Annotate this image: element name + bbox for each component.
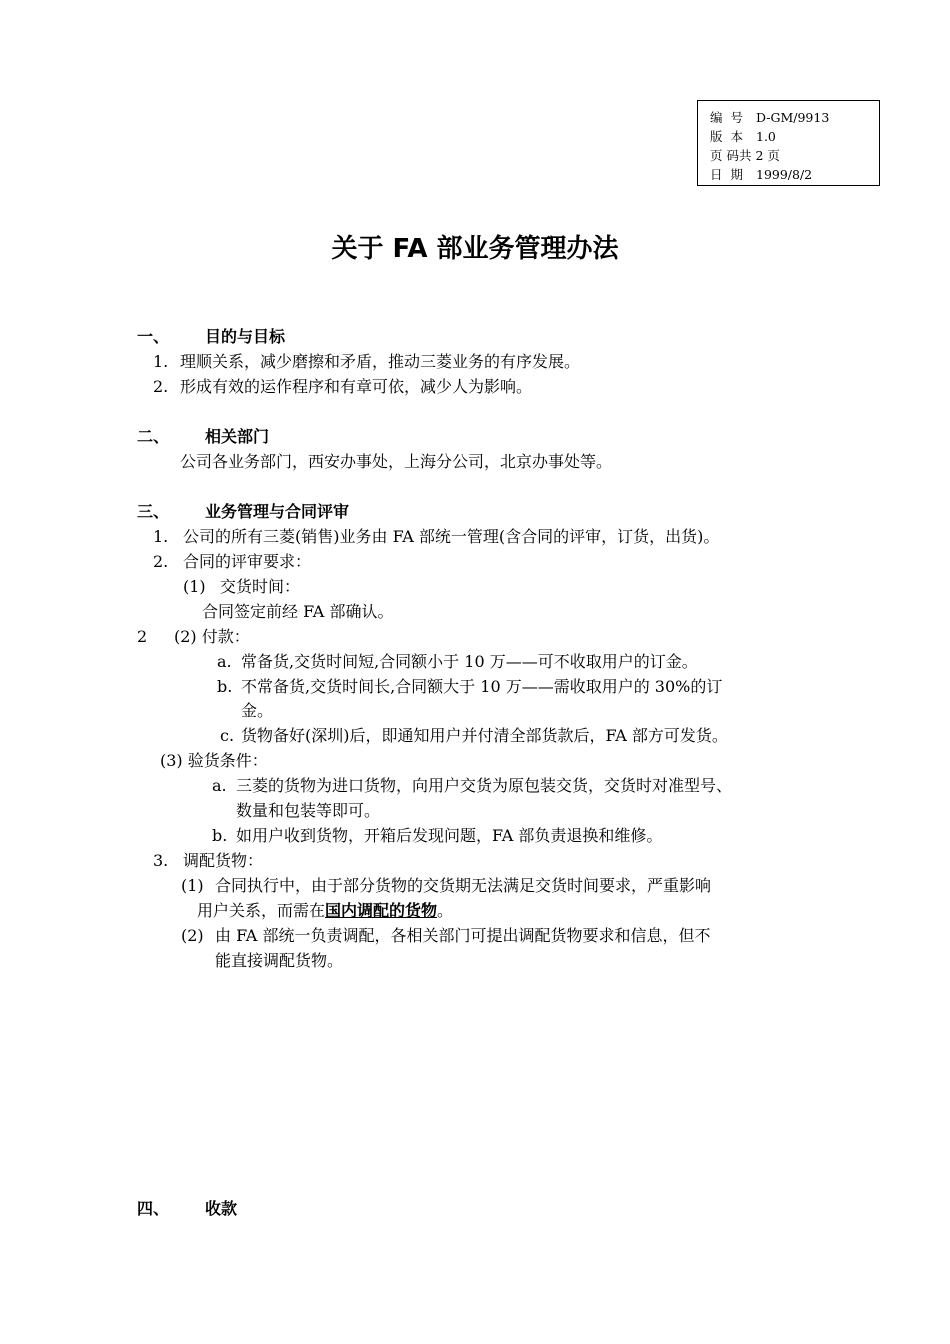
allocation-1-text-post: 。	[437, 901, 454, 920]
doc-pages-text: 页 码共 2 页	[710, 148, 780, 163]
doc-version-row	[710, 127, 879, 146]
section-3-item-2: 合同的评审要求：	[183, 552, 312, 571]
section-3-item-1-number: 1.	[153, 527, 169, 546]
inspection-b-number: b.	[212, 826, 228, 845]
section-3-item-1: 公司的所有三菱(销售)业务由 FA 部统一管理(含合同的评审，订货，出货)。	[183, 527, 720, 546]
section-1-item-1-number: 1.	[153, 352, 169, 371]
section-3-title: 业务管理与合同评审	[205, 502, 350, 521]
inspection-a-number: a.	[212, 776, 227, 795]
inspection-a-text-line-2: 数量和包装等即可。	[236, 801, 381, 820]
section-1-heading	[137, 327, 437, 347]
doc-number-row	[710, 108, 879, 127]
section-3-number: 三、	[137, 502, 170, 521]
doc-version-label: 版 本	[710, 129, 745, 144]
payment-c-number: c.	[220, 726, 235, 745]
document-title: 关于 FA 部业务管理办法	[331, 234, 619, 264]
section-1-item-2: 形成有效的运作程序和有章可依，减少人为影响。	[180, 377, 533, 396]
section-2-number: 二、	[137, 427, 170, 446]
allocation-1-number: (1)	[181, 876, 204, 895]
section-3-item-2-number: 2.	[153, 552, 169, 571]
payment-a-text: 常备货,交货时间短,合同额小于 10 万——可不收取用户的订金。	[241, 652, 698, 671]
doc-date-row	[710, 165, 879, 184]
section-4-heading	[137, 1199, 437, 1219]
domestic-allocated-goods-emphasis: 国内调配的货物	[325, 901, 438, 920]
section-3-item-3-number: 3.	[153, 851, 169, 870]
section-1-item-2-number: 2.	[153, 377, 169, 396]
doc-date-label: 日 期	[710, 167, 745, 182]
payment-lead-number: 2	[137, 627, 148, 646]
allocation-1-text-line-2	[197, 901, 453, 921]
document-info-box	[697, 100, 880, 186]
section-1-item-1: 理顺关系，减少磨擦和矛盾，推动三菱业务的有序发展。	[180, 352, 581, 371]
section-4-title: 收款	[205, 1199, 238, 1218]
section-1-title: 目的与目标	[205, 327, 286, 346]
allocation-2-text-line-1: 由 FA 部统一负责调配，各相关部门可提出调配货物要求和信息，但不	[215, 926, 711, 945]
section-2-heading	[137, 427, 437, 447]
allocation-1-text-line-1: 合同执行中，由于部分货物的交货期无法满足交货时间要求，严重影响	[215, 876, 712, 895]
payment-b-number: b.	[217, 677, 233, 696]
allocation-1-text-pre: 用户关系，而需在	[197, 901, 326, 920]
payment-c-text: 货物备好(深圳)后，即通知用户并付清全部货款后，FA 部方可发货。	[241, 726, 728, 745]
allocation-2-number: (2)	[181, 926, 204, 945]
doc-number-label: 编 号	[710, 110, 745, 125]
payment-a-number: a.	[217, 652, 232, 671]
section-3-item-3: 调配货物：	[183, 851, 264, 870]
payment-b-text-line-1: 不常备货,交货时间长,合同额大于 10 万——需收取用户的 30%的订	[241, 677, 723, 696]
doc-number-value: D-GM/9913	[756, 110, 830, 125]
inspection-a-text-line-1: 三菱的货物为进口货物，向用户交货为原包装交货，交货时对准型号、	[236, 776, 733, 795]
section-3-heading	[137, 502, 437, 522]
section-1-number: 一、	[137, 327, 170, 346]
delivery-time-text: 合同签定前经 FA 部确认。	[202, 602, 394, 621]
section-4-number: 四、	[137, 1199, 170, 1218]
allocation-2-text-line-2: 能直接调配货物。	[215, 951, 344, 970]
doc-pages-row	[710, 146, 879, 165]
section-2-title: 相关部门	[205, 427, 270, 446]
payment-heading: (2) 付款：	[174, 627, 250, 646]
doc-date-value: 1999/8/2	[756, 167, 813, 182]
inspection-b-text: 如用户收到货物，开箱后发现问题，FA 部负责退换和维修。	[236, 826, 663, 845]
delivery-time-number: (1)	[183, 577, 206, 596]
section-2-text: 公司各业务部门，西安办事处，上海分公司，北京办事处等。	[180, 452, 613, 471]
inspection-heading: (3) 验货条件：	[160, 751, 268, 770]
payment-b-text-line-2: 金。	[241, 701, 274, 720]
delivery-time-heading: 交货时间：	[220, 577, 301, 596]
doc-version-value: 1.0	[756, 129, 776, 144]
